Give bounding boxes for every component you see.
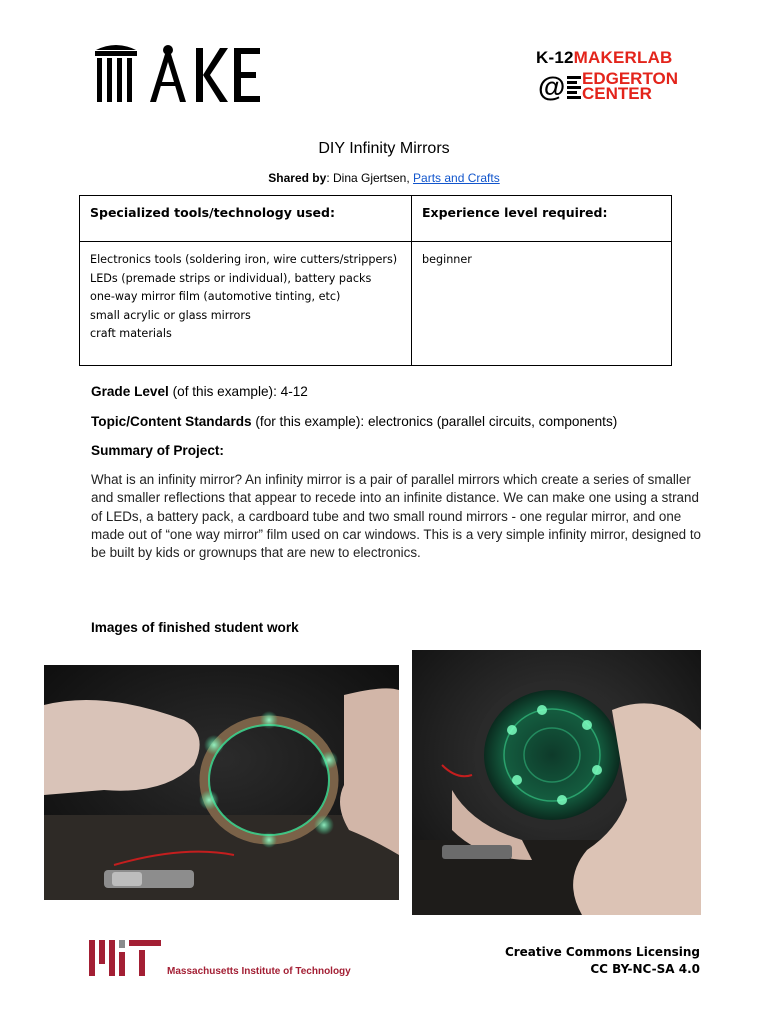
student-work-photo-2 [412,650,701,915]
k12-logo-line1: K-12MAKERLAB [536,48,673,67]
tools-table [79,195,672,366]
table-row [80,242,672,366]
tools-header: Specialized tools/technology used: [80,196,412,242]
list-item: Electronics tools (soldering iron, wire cutters/strippers) [90,253,398,266]
list-item: small acrylic or glass mirrors [90,308,251,322]
experience-header: Experience level required: [412,196,672,242]
mit-name: Massachusetts Institute of Technology [167,966,351,977]
k12-logo-at: @ [538,71,566,102]
list-item: one-way mirror film (automotive tinting, etc) [90,290,341,303]
experience-cell: beginner [412,242,672,366]
k12-makerlab-logo [536,48,706,106]
make-logo [92,42,262,104]
summary-heading: Summary of Project: [91,443,224,458]
list-item: LEDs (premade strips or individual), battery packs [90,271,372,285]
table-header-row [80,196,672,242]
images-heading: Images of finished student work [91,620,299,635]
student-work-photo-1 [44,665,399,900]
list-item: craft materials [90,327,172,340]
k12-logo-edgerton: EDGERTON CENTER [582,69,679,103]
topic-standards: Topic/Content Standards (for this example): electronics (parallel circuits, components) [91,414,618,429]
summary-text: What is an infinity mirror? An infinity mirror is a pair of parallel mirrors which create a series of smaller and smaller reflections that appear to recede into an infinite distance. We can make one using a strand of LEDs, a battery pack, a cardboard tube and two small round mirrors - one regular mirror, and one made out of “one way mirror” film used on car windows. This is a very simple infinity mirror, designed to be built by kids or grownups that are new to electronics. [91,472,701,561]
tools-list-cell [80,242,412,366]
document-title: DIY Infinity Mirrors [318,140,450,157]
shared-by-label: Shared by [268,171,327,185]
shared-by-name: : Dina Gjertsen, [326,171,414,185]
grade-level: Grade Level (of this example): 4-12 [91,384,308,399]
license-text: Creative Commons Licensing CC BY-NC-SA 4.0 [504,945,700,976]
mit-logo [89,940,161,976]
edgerton-stripes-icon [567,76,581,102]
shared-by-line [0,171,768,185]
parts-and-crafts-link[interactable]: Parts and Crafts [413,171,500,185]
